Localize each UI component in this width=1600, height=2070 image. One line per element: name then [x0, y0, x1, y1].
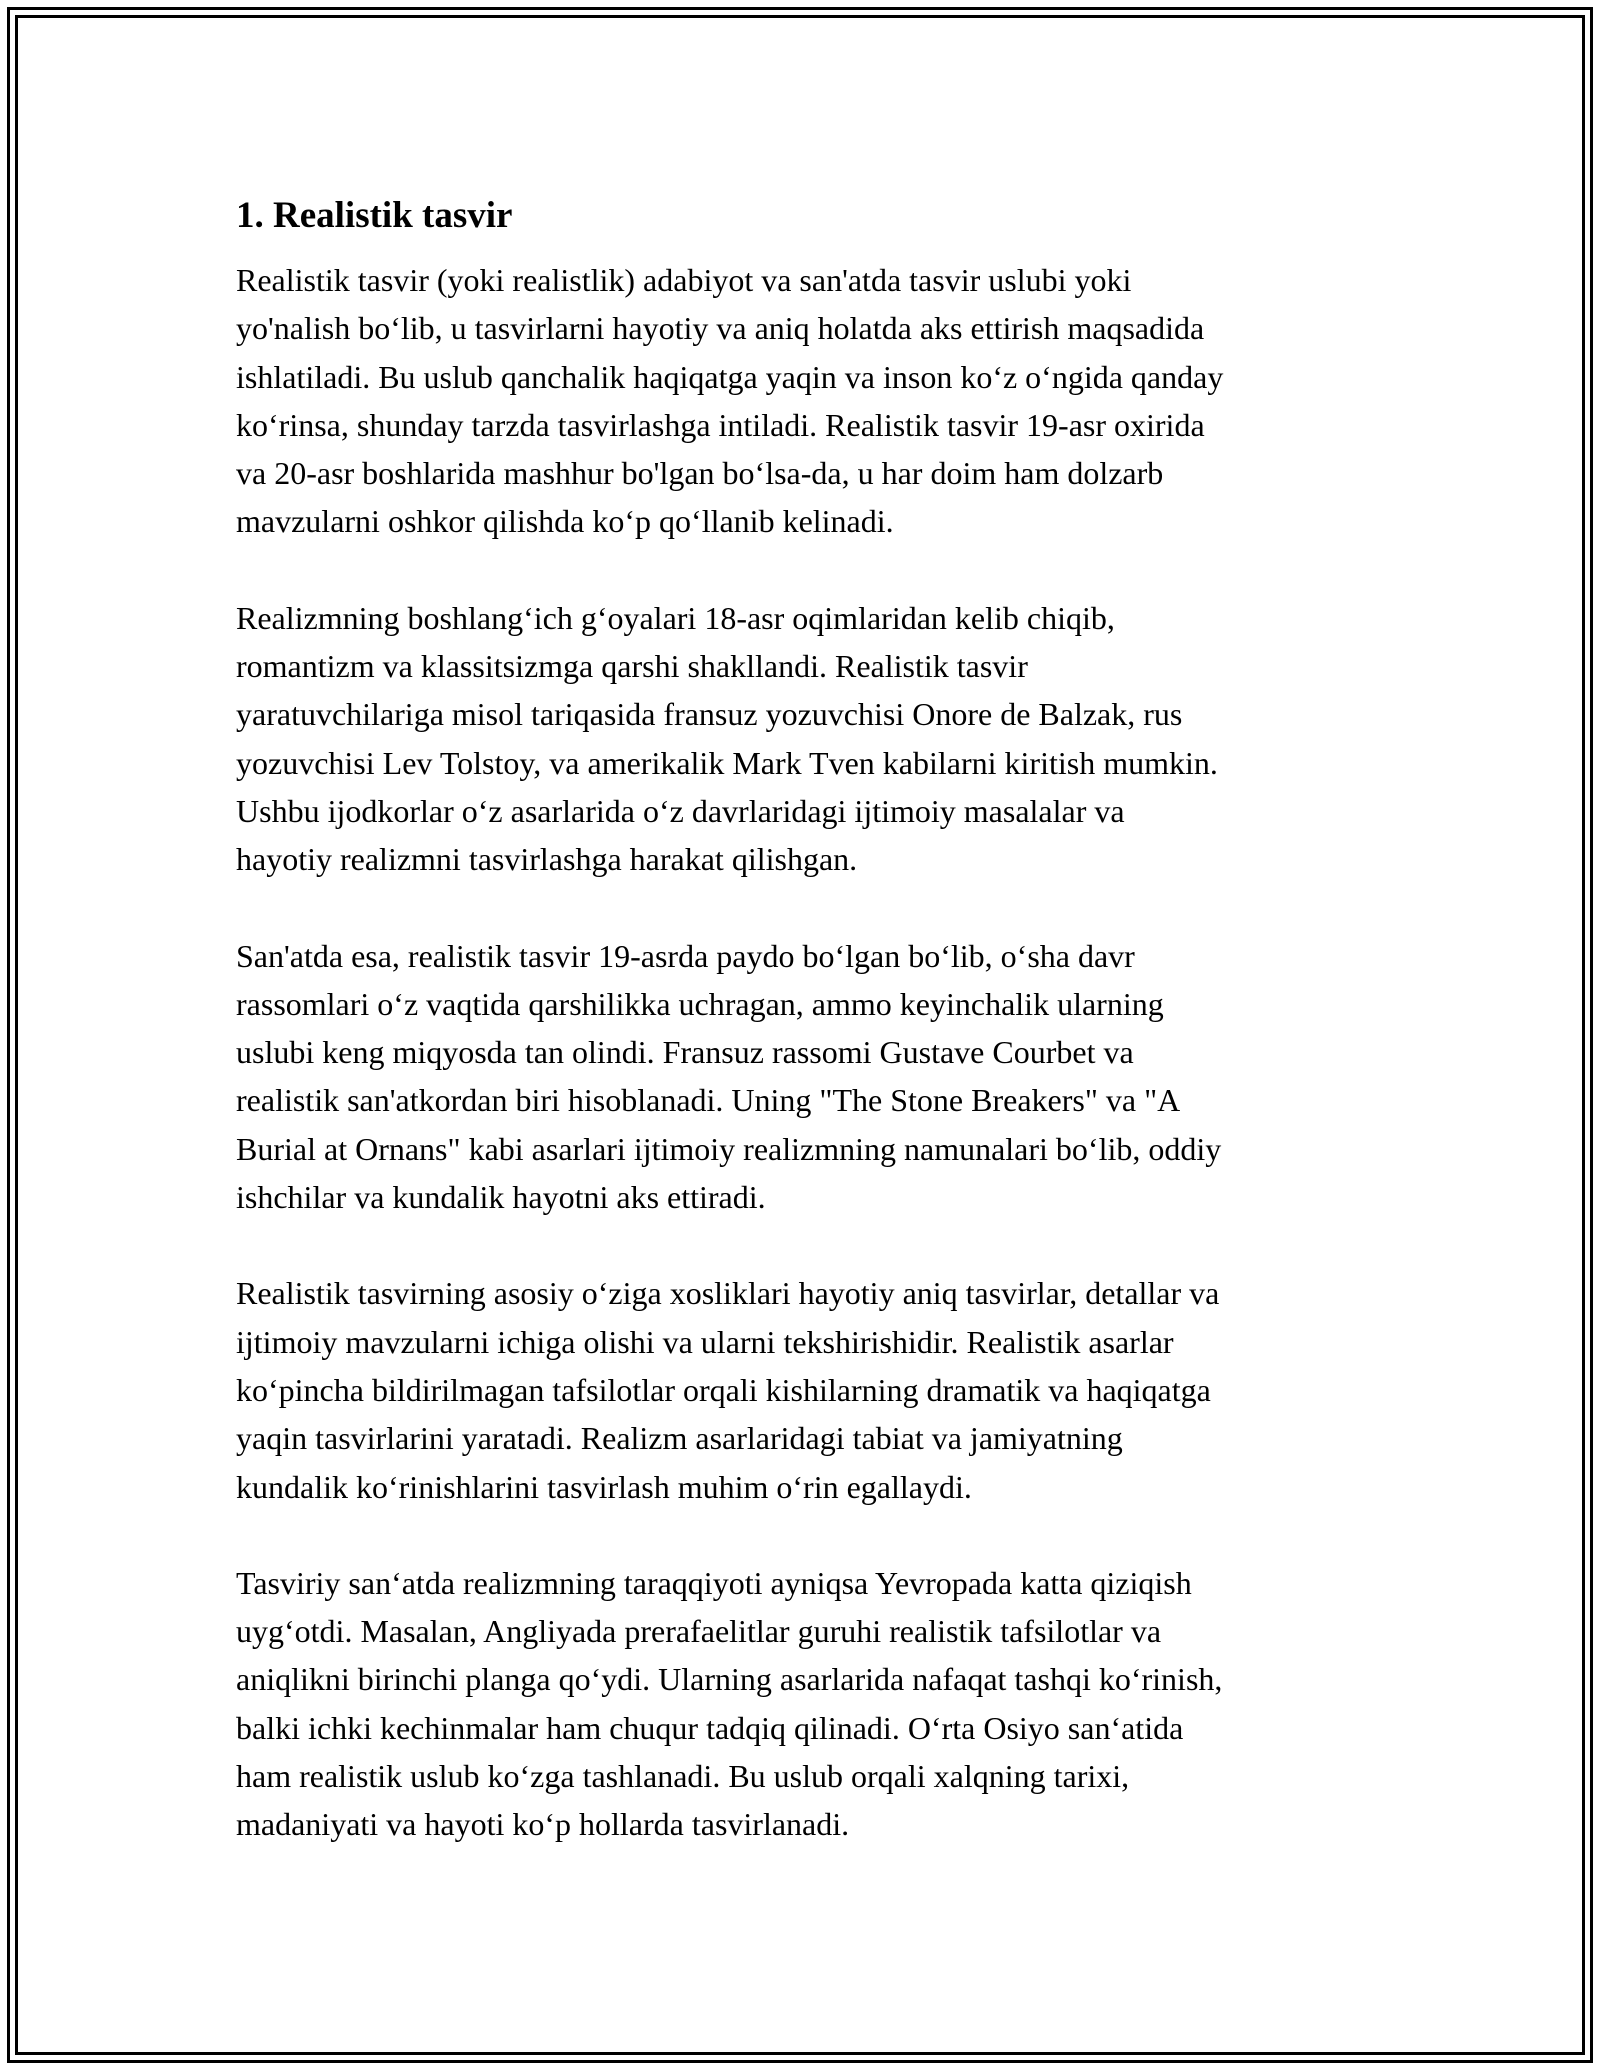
paragraph-1: Realistik tasvir (yoki realistlik) adabiyot va san'atda tasvir uslubi yoki yo'nalish bo‘lib, u tasvirlarni hayotiy va aniq holatda aks ettirish maqsadida ishlatiladi. Bu uslub qanchalik haqiqatga yaqin va inson ko‘z o‘ngida qanday ko‘rinsa, shunday tarzda tasvirlashga intiladi. Realistik tasvir 19-asr oxirida va 20-asr boshlarida mashhur bo'lgan bo‘lsa-da, u har doim ham dolzarb mavzularni oshkor qilishda ko‘p qo‘llanib kelinadi. [236, 262, 1224, 540]
paragraph-3: San'atda esa, realistik tasvir 19-asrda paydo bo‘lgan bo‘lib, o‘sha davr rassomlari o‘z vaqtida qarshilikka uchragan, ammo keyinchalik ularning uslubi keng miqyosda tan olindi. Fransuz rassomi Gustave Courbet va realistik san'atkordan biri hisoblanadi. Uning "The Stone Breakers" va "A Burial at Ornans" kabi asarlari ijtimoiy realizmning namunalari bo‘lib, oddiy ishchilar va kundalik hayotni aks ettiradi. [236, 937, 1222, 1216]
paragraph-4: Realistik tasvirning asosiy o‘ziga xosliklari hayotiy aniq tasvirlar, detallar va ijtimoiy mavzularni ichiga olishi va ularni tekshirishidir. Realistik asarlar ko‘pincha bildirilmagan tafsilotlar orqali kishilarning dramatik va haqiqatga yaqin tasvirlarini yaratadi. Realizm asarlaridagi tabiat va jamiyatning kundalik ko‘rinishlarini tasvirlash muhim o‘rin egallaydi. [236, 1275, 1220, 1505]
document-body [236, 188, 1376, 1849]
paragraph-2: Realizmning boshlang‘ich g‘oyalari 18-asr oqimlaridan kelib chiqib, romantizm va klassitsizmga qarshi shakllandi. Realistik tasvir yaratuvchilariga misol tariqasida fransuz yozuvchisi Onore de Balzak, rus yozuvchisi Lev Tolstoy, va amerikalik Mark Tven kabilarni kiritish mumkin. Ushbu ijodkorlar o‘z asarlarida o‘z davrlaridagi ijtimoiy masalalar va hayotiy realizmni tasvirlashga harakat qilishgan. [236, 599, 1218, 878]
section-heading: 1. Realistik tasvir [236, 195, 513, 236]
paragraph-5: Tasviriy san‘atda realizmning taraqqiyoti ayniqsa Yevropada katta qiziqish uyg‘otdi. Masalan, Angliyada prerafaelitlar guruhi realistik tafsilotlar va aniqlikni birinchi planga qo‘ydi. Ularning asarlarida nafaqat tashqi ko‘rinish, balki ichki kechinmalar ham chuqur tadqiq qilinadi. O‘rta Osiyo san‘atida ham realistik uslub ko‘zga tashlanadi. Bu uslub orqali xalqning tarixi, madaniyati va hayoti ko‘p hollarda tasvirlanadi. [236, 1564, 1223, 1843]
